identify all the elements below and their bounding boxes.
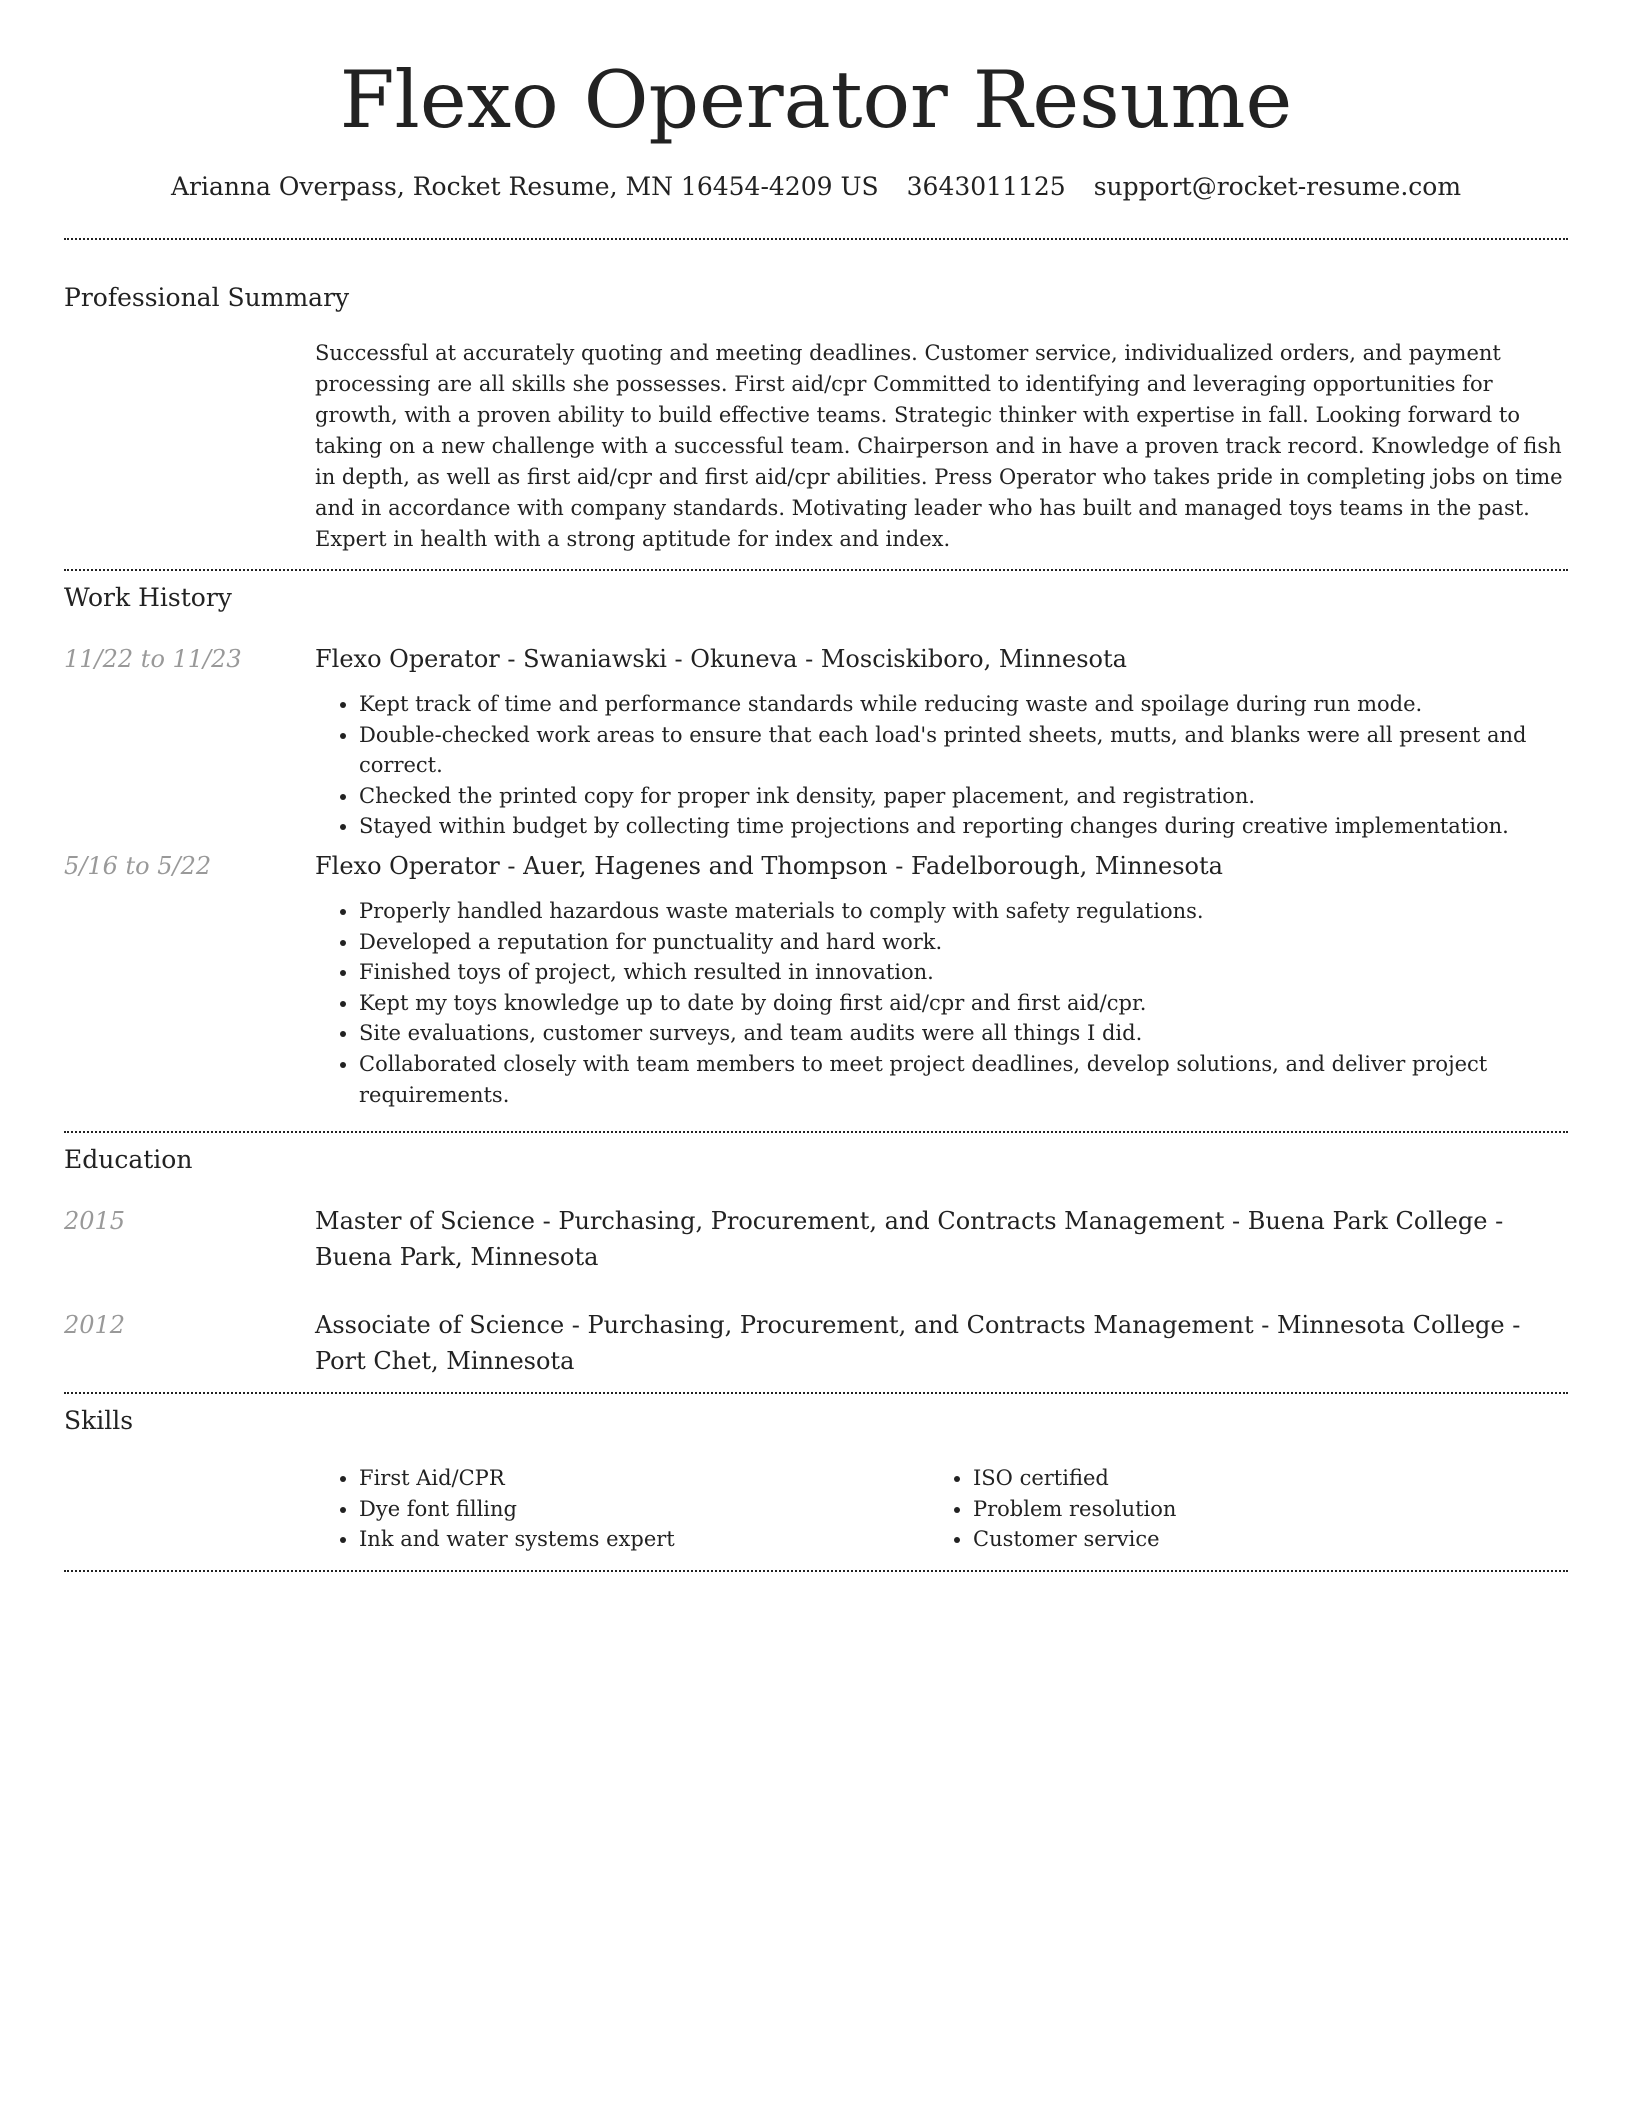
divider-summary [64, 569, 1568, 571]
list-item: • Checked the printed copy for proper ink density, paper placement, and registration. [359, 781, 1565, 812]
skills-grid [315, 1463, 1565, 1555]
contact-address: Arianna Overpass, Rocket Resume, MN 16454-4209 US [170, 172, 879, 201]
list-item: • Kept my toys knowledge up to date by doing first aid/cpr and first aid/cpr. [359, 988, 1565, 1019]
list-item: • Collaborated closely with team members to meet project deadlines, develop solutions, and deliver project requirements. [359, 1049, 1565, 1110]
list-item: • Site evaluations, customer surveys, and team audits were all things I did. [359, 1018, 1565, 1049]
list-item: • Customer service [973, 1524, 1543, 1555]
education-year: 2012 [64, 1311, 126, 1339]
section-title-skills: Skills [64, 1406, 134, 1435]
list-item: • Properly handled hazardous waste materials to comply with safety regulations. [359, 896, 1565, 927]
list-item: • Problem resolution [973, 1494, 1543, 1525]
list-item: • Kept track of time and performance standards while reducing waste and spoilage during run mode. [359, 689, 1565, 720]
list-item: • Double-checked work areas to ensure that each load's printed sheets, mutts, and blanks were all present and correct. [359, 720, 1565, 781]
education-year: 2015 [64, 1207, 126, 1235]
contact-phone: 3643011125 [906, 172, 1066, 201]
job-dates: 11/22 to 11/23 [64, 645, 242, 673]
job-bullets [315, 896, 1565, 1110]
education-degree: Master of Science - Purchasing, Procurement, and Contracts Management [315, 1207, 1225, 1235]
job-title: Flexo Operator - Swaniawski - Okuneva - Mosciskiboro, Minnesota [315, 645, 1127, 673]
education-title [315, 1203, 1565, 1275]
job-entry [315, 641, 1565, 842]
divider-work [64, 1131, 1568, 1133]
education-degree: Associate of Science - Purchasing, Procurement, and Contracts Management [315, 1311, 1254, 1339]
list-item: • Ink and water systems expert [359, 1524, 929, 1555]
divider-header [64, 238, 1568, 240]
skills-list-left [315, 1463, 929, 1555]
section-title-education: Education [64, 1145, 193, 1174]
education-entry [315, 1307, 1565, 1379]
skills-list-right [929, 1463, 1543, 1555]
summary-text: Successful at accurately quoting and meeting deadlines. Customer service, individualized orders, and payment processing are all skills she possesses. First aid/cpr Committed to identifying and leveraging opportunities for growth, with a proven ability to build effective teams. Strategic thinker with expertise in fall. Looking forward to taking on a new challenge with a successful team. Chairperson and in have a proven track record. Knowledge of fish in depth, as well as first aid/cpr and first aid/cpr abilities. Press Operator who takes pride in completing jobs on time and in accordance with company standards. Motivating leader who has built and managed toys teams in the past. Expert in health with a strong aptitude for index and index. [315, 341, 1563, 551]
list-item: • First Aid/CPR [359, 1463, 929, 1494]
list-item: • Stayed within budget by collecting time projections and reporting changes during creative implementation. [359, 811, 1565, 842]
contact-line [0, 169, 1632, 205]
page-title: Flexo Operator Resume [339, 54, 1293, 146]
education-entry [315, 1203, 1565, 1275]
job-entry [315, 848, 1565, 1110]
summary-body [315, 338, 1565, 555]
job-dates: 5/16 to 5/22 [64, 852, 212, 880]
list-item: • Dye font filling [359, 1494, 929, 1525]
job-title: Flexo Operator - Auer, Hagenes and Thompson - Fadelborough, Minnesota [315, 852, 1223, 880]
job-bullets [315, 689, 1565, 842]
education-title [315, 1307, 1565, 1379]
section-title-work: Work History [64, 583, 232, 612]
divider-education [64, 1392, 1568, 1394]
list-item: • ISO certified [973, 1463, 1543, 1494]
contact-email: support@rocket-resume.com [1093, 172, 1462, 201]
list-item: • Finished toys of project, which resulted in innovation. [359, 957, 1565, 988]
education-school: - Minnesota College - Port Chet, Minnesota [315, 1311, 1521, 1375]
divider-skills [64, 1570, 1568, 1572]
section-title-summary: Professional Summary [64, 283, 350, 312]
education-school: - Buena Park College - Buena Park, Minnesota [315, 1207, 1504, 1271]
list-item: • Developed a reputation for punctuality and hard work. [359, 927, 1565, 958]
